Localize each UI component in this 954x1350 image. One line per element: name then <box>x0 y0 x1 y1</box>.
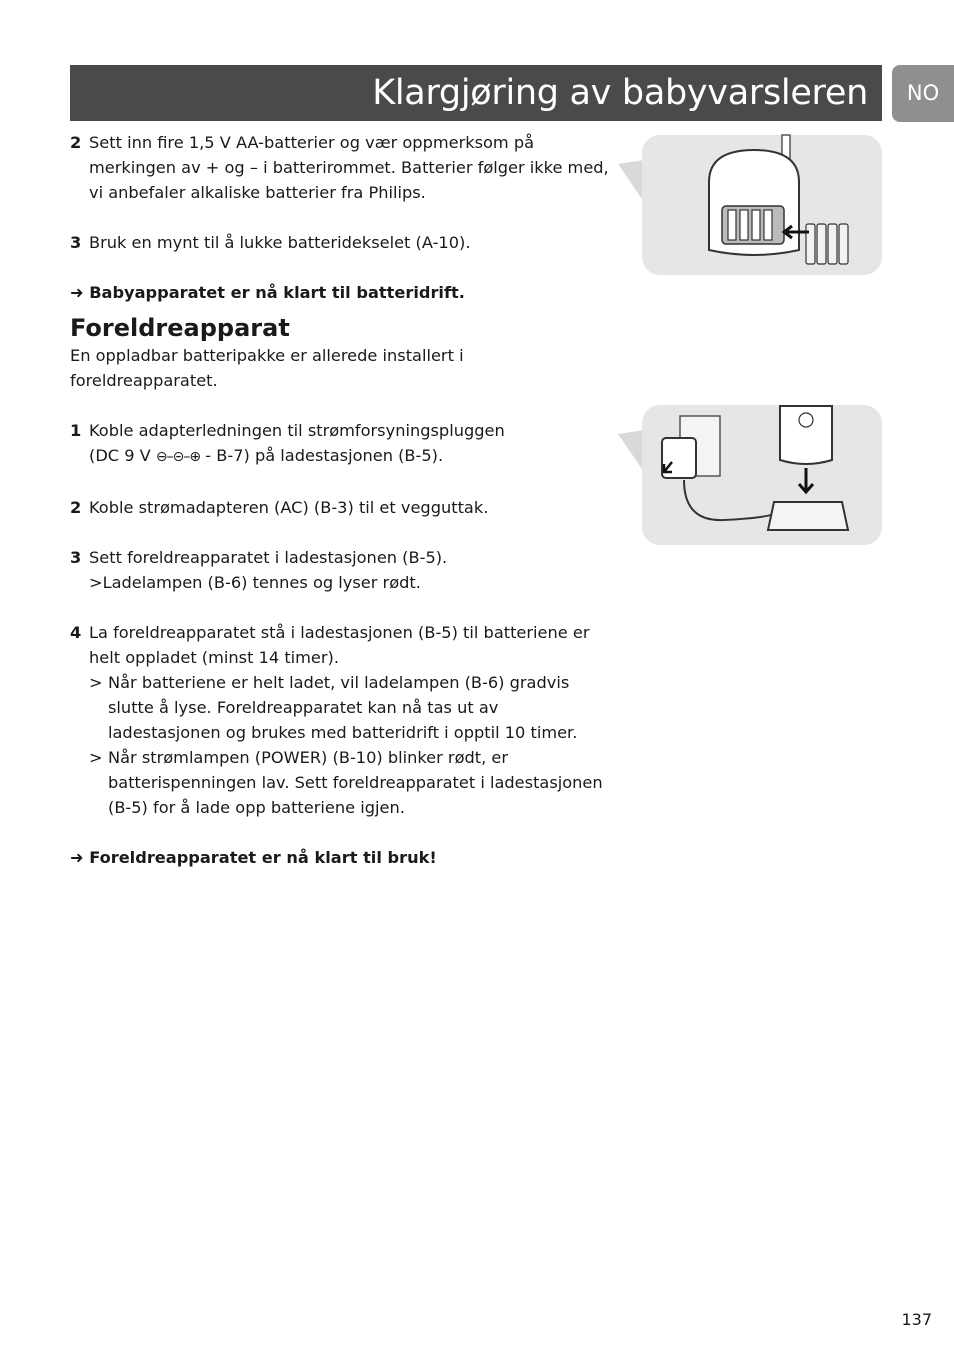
page-title: Klargjøring av babyvarsleren <box>372 73 868 113</box>
baby-step-3 <box>70 230 610 255</box>
figure-pointer-shape <box>618 160 644 202</box>
step-text-b-suffix: - B-7) på ladestasjonen (B-5). <box>200 446 444 465</box>
parent-step-4 <box>70 620 610 670</box>
parent-result: ➜ Foreldreapparatet er nå klart til bruk! <box>70 848 437 867</box>
charging-station-illustration <box>614 402 884 548</box>
step-text: Koble strømadapteren (AC) (B-3) til et vegguttak. <box>89 498 489 517</box>
parent-step-2 <box>70 495 610 520</box>
language-tab: NO <box>892 65 954 122</box>
step-number: 3 <box>70 233 82 252</box>
step-sub-text: >Ladelampen (B-6) tennes og lyser rødt. <box>89 573 421 592</box>
step-number: 3 <box>70 548 82 567</box>
note-text: Når batteriene er helt ladet, vil ladelampen (B-6) gradvis slutte å lyse. Foreldreapparatet kan nå tas ut av ladestasjonen og brukes med batteridrift i opptil 10 timer. <box>108 673 578 742</box>
main-content <box>70 130 610 870</box>
step-number: 2 <box>70 498 82 517</box>
step-number: 2 <box>70 133 82 152</box>
polarity-symbol: ⊖–⊝–⊕ <box>155 449 201 465</box>
page-number: 137 <box>901 1310 932 1329</box>
parent-unit-shape <box>780 406 832 464</box>
baby-result: ➜ Babyapparatet er nå klart til batteridrift. <box>70 283 465 302</box>
step-text: Sett foreldreapparatet i ladestasjonen (B-5). <box>89 548 448 567</box>
figure-pointer-shape <box>618 430 644 472</box>
note-text: Når strømlampen (POWER) (B-10) blinker rødt, er batterispenningen lav. Sett foreldreapparatet i ladestasjonen (B-5) for å lade opp batteriene igjen. <box>108 748 603 817</box>
parent-intro: En oppladbar batteripakke er allerede installert i foreldreapparatet. <box>70 346 464 390</box>
step-text: Bruk en mynt til å lukke batteridekselet (A-10). <box>89 233 471 252</box>
section-title-parent-unit: Foreldreapparat <box>70 314 290 342</box>
parent-step-1 <box>70 418 539 470</box>
battery-insertion-illustration <box>614 132 884 278</box>
charging-base-shape <box>768 502 848 530</box>
parent-step-3 <box>70 545 610 595</box>
step-text: Koble adapterledningen til strømforsyningspluggen <box>89 421 505 440</box>
page-header-bar <box>70 65 882 121</box>
step-text: Sett inn fire 1,5 V AA-batterier og vær oppmerksom på merkingen av + og – i batterirommet. Batterier følger ikke med, vi anbefaler alkaliske batterier fra Philips. <box>89 133 609 202</box>
step-number: 1 <box>70 421 82 440</box>
step-number: 4 <box>70 623 82 642</box>
step-4-note-1: > Når batteriene er helt ladet, vil ladelampen (B-6) gradvis slutte å lyse. Foreldreapparatet kan nå tas ut av ladestasjonen og brukes med batteridrift i opptil 10 timer. <box>89 673 578 742</box>
step-text: La foreldreapparatet stå i ladestasjonen (B-5) til batteriene er helt oppladet (minst 14 timer). <box>89 623 590 667</box>
baby-step-2 <box>70 130 610 205</box>
step-4-note-2: > Når strømlampen (POWER) (B-10) blinker rødt, er batterispenningen lav. Sett foreldreapparatet i ladestasjonen (B-5) for å lade opp batteriene igjen. <box>89 748 603 817</box>
step-text-b-prefix: (DC 9 V <box>89 446 151 465</box>
